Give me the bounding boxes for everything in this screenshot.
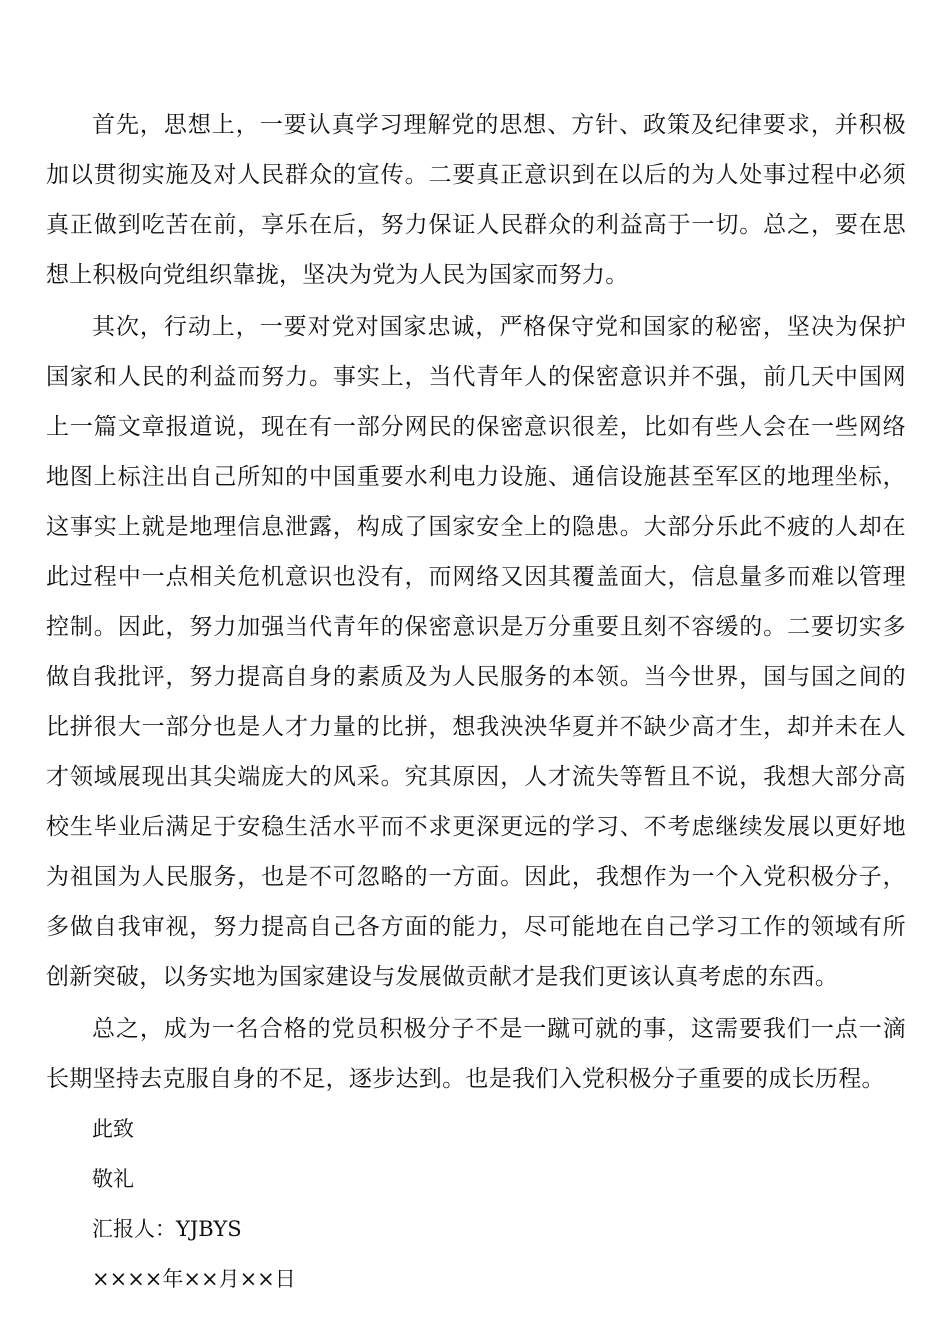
- document-page: [46, 100, 906, 1304]
- closing-salutation-2: 敬礼: [92, 1167, 134, 1191]
- paragraph-thought: 首先，思想上，一要认真学习理解党的思想、方针、政策及纪律要求，并积极加以贯彻实施及对人民群众的宣传。二要真正意识到在以后的为人处事过程中必须真正做到吃苦在前，享乐在后，努力保证人民群众的利益高于一切。总之，要在思想上积极向党组织靠拢，坚决为党为人民为国家而努力。: [46, 112, 906, 288]
- reporter-line: 汇报人：YJBYS: [92, 1217, 242, 1241]
- date-line: ××××年××月××日: [92, 1267, 296, 1291]
- paragraph-summary: 总之，成为一名合格的党员积极分子不是一蹴可就的事，这需要我们一点一滴长期坚持去克服自身的不足，逐步达到。也是我们入党积极分子重要的成长历程。: [46, 1016, 906, 1092]
- closing-salutation-1: 此致: [92, 1117, 134, 1141]
- paragraph-action: 其次，行动上，一要对党对国家忠诚，严格保守党和国家的秘密，坚决为保护国家和人民的利益而努力。事实上，当代青年人的保密意识并不强，前几天中国网上一篇文章报道说，现在有一部分网民的保密意识很差，比如有些人会在一些网络地图上标注出自己所知的中国重要水利电力设施、通信设施甚至军区的地理坐标，这事实上就是地理信息泄露，构成了国家安全上的隐患。大部分乐此不疲的人却在此过程中一点相关危机意识也没有，而网络又因其覆盖面大，信息量多而难以管理控制。因此，努力加强当代青年的保密意识是万分重要且刻不容缓的。二要切实多做自我批评，努力提高自身的素质及为人民服务的本领。当今世界，国与国之间的比拼很大一部分也是人才力量的比拼，想我泱泱华夏并不缺少高才生，却并未在人才领域展现出其尖端庞大的风采。究其原因，人才流失等暂且不说，我想大部分高校生毕业后满足于安稳生活水平而不求更深更远的学习、不考虑继续发展以更好地为祖国为人民服务，也是不可忽略的一方面。因此，我想作为一个入党积极分子，多做自我审视，努力提高自己各方面的能力，尽可能地在自己学习工作的领域有所创新突破，以务实地为国家建设与发展做贡献才是我们更该认真考虑的东西。: [46, 314, 906, 990]
